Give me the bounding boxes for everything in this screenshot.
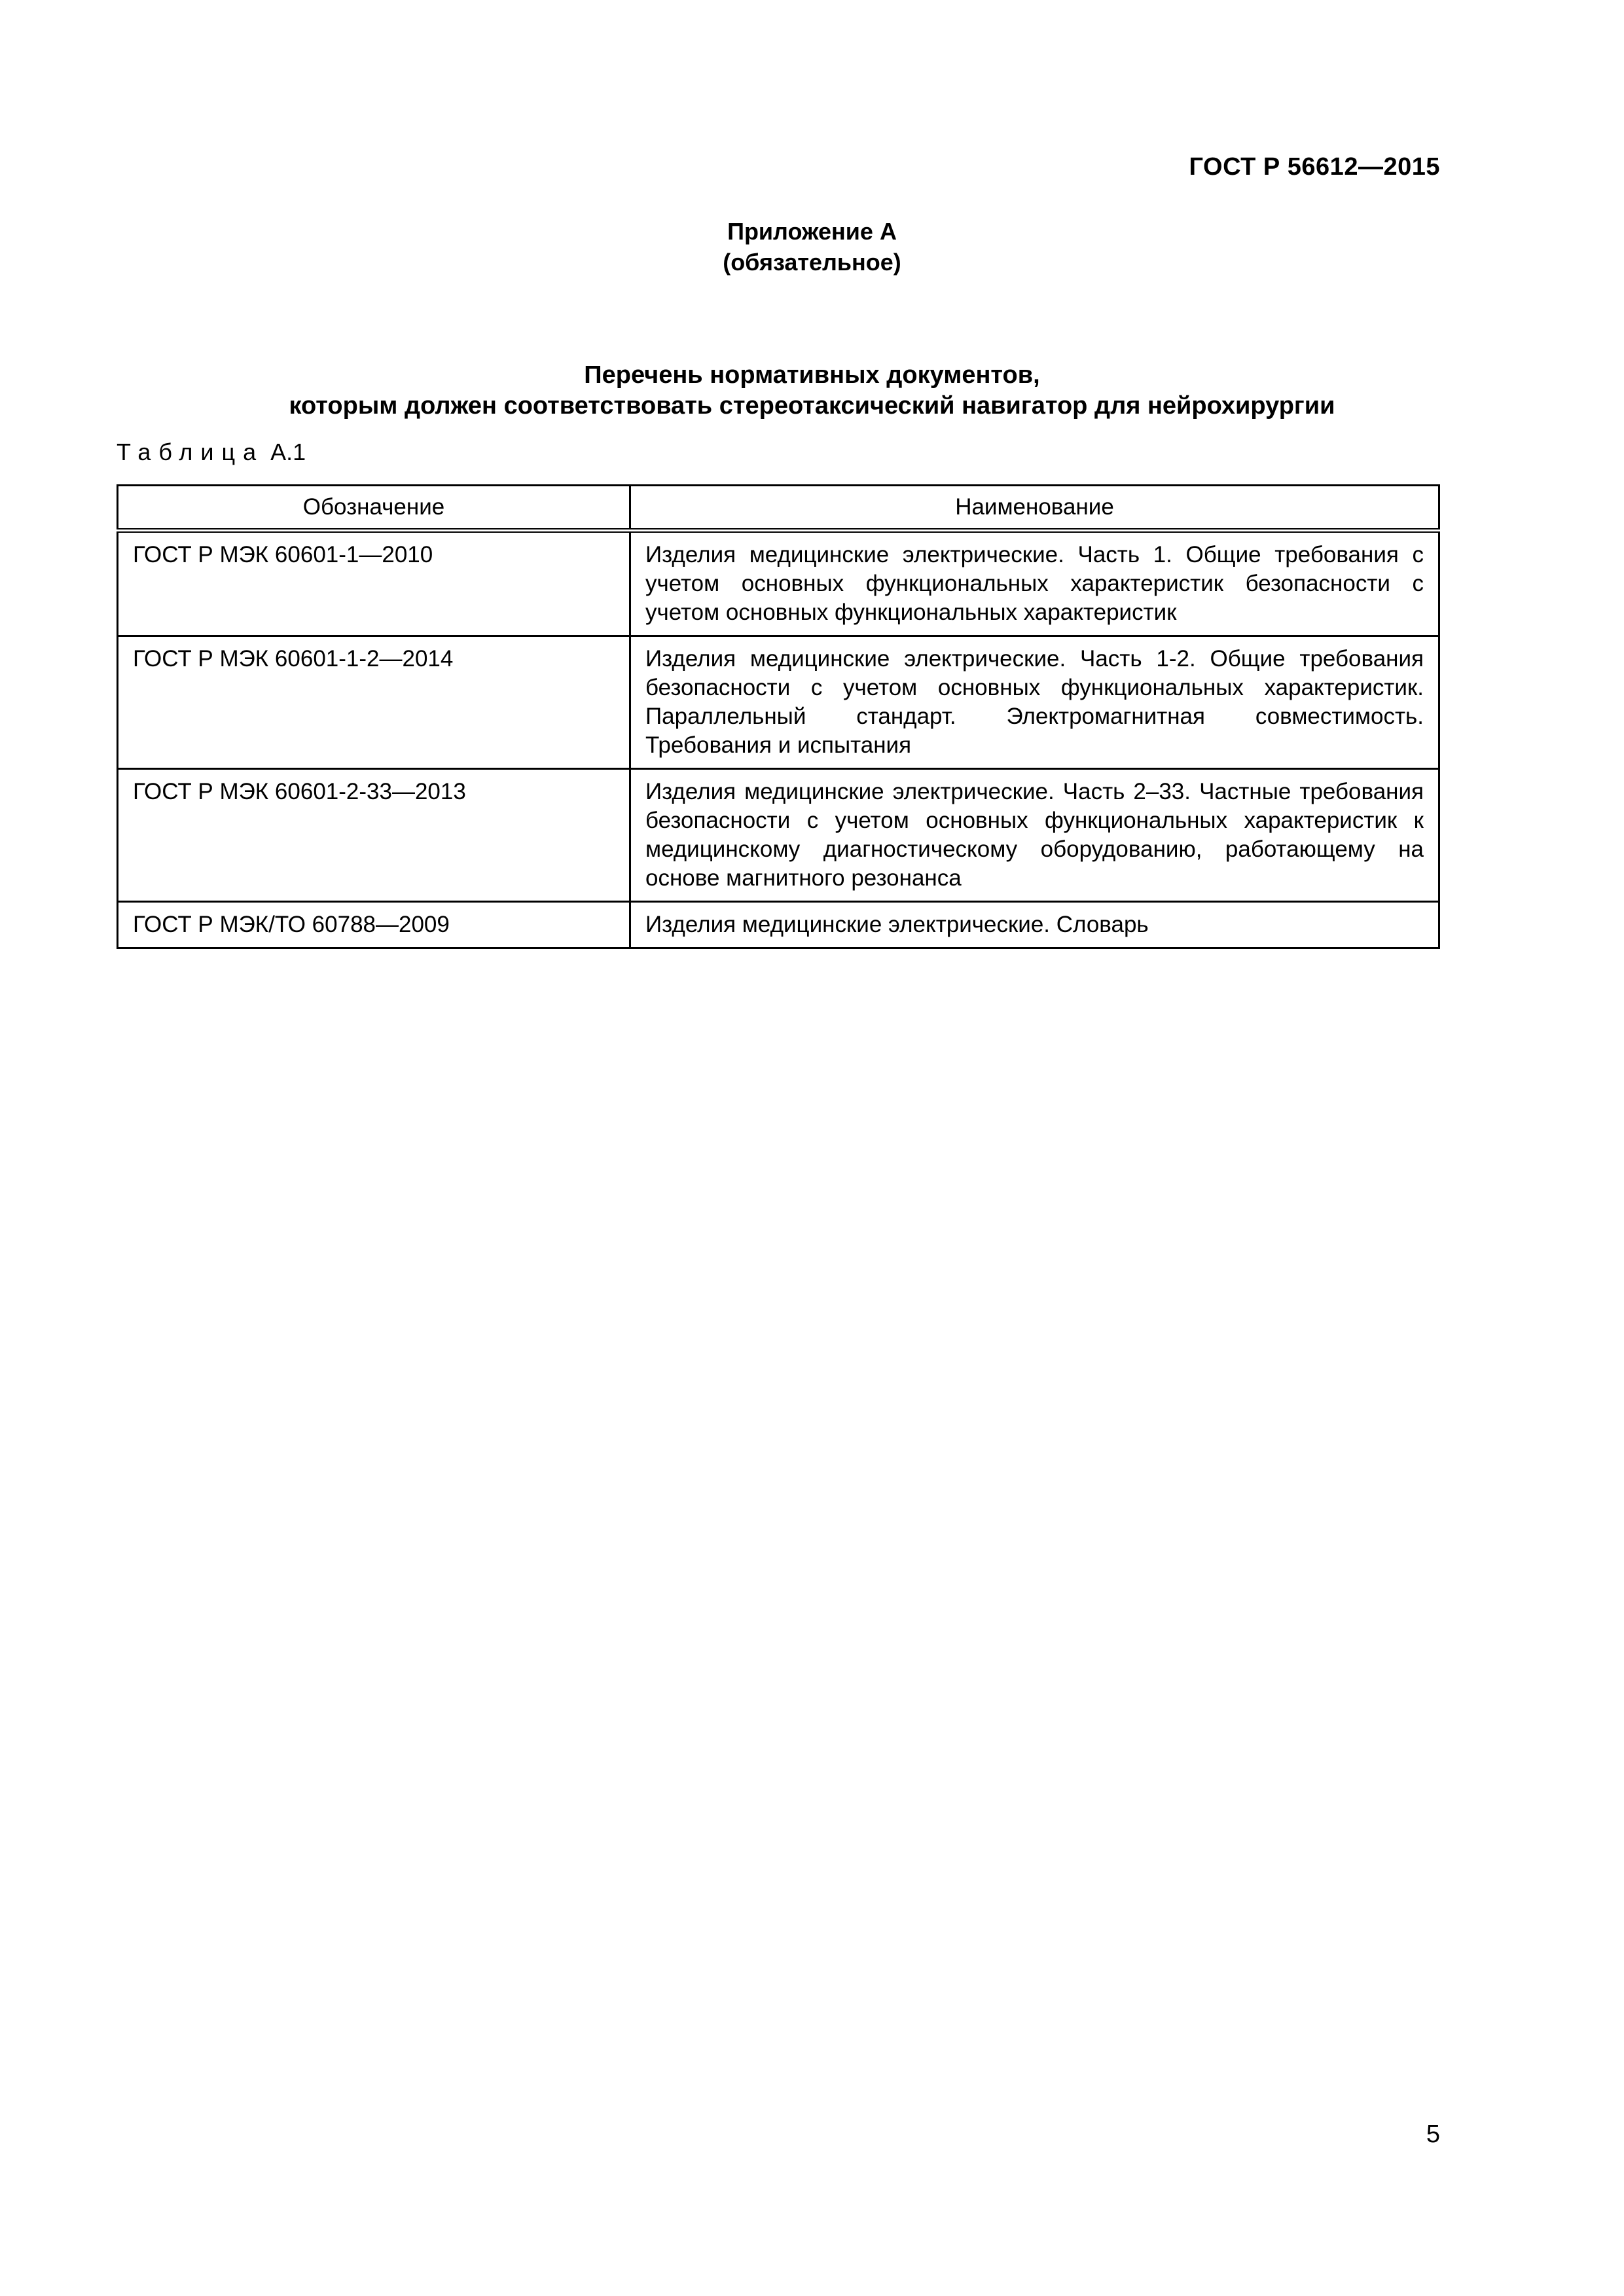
appendix-status: (обязательное)	[723, 249, 901, 276]
designation-cell: ГОСТ Р МЭК 60601-1—2010	[118, 531, 630, 636]
document-code: ГОСТ Р 56612—2015	[1189, 153, 1440, 181]
table-row	[118, 636, 1439, 769]
designation-cell: ГОСТ Р МЭК 60601-1-2—2014	[118, 636, 630, 769]
reference-documents-table	[117, 484, 1440, 949]
designation-cell: ГОСТ Р МЭК/ТО 60788—2009	[118, 902, 630, 948]
table-row	[118, 902, 1439, 948]
table-header-row	[118, 486, 1439, 531]
column-header-designation: Обозначение	[118, 486, 630, 531]
section-title	[0, 360, 1624, 422]
name-cell: Изделия медицинские электрические. Часть 2–33. Частные требования безопасности с учетом основных функциональных характеристик к медицинскому диагностическому оборудованию, работающему на основе магнитного резонанса	[630, 769, 1439, 902]
table-caption-word: Таблица	[117, 439, 264, 465]
column-header-name: Наименование	[630, 486, 1439, 531]
name-cell: Изделия медицинские электрические. Часть 1-2. Общие требования безопасности с учетом основных функциональных характеристик. Параллельный стандарт. Электромагнитная совместимость. Требования и испытания	[630, 636, 1439, 769]
name-cell: Изделия медицинские электрические. Словарь	[630, 902, 1439, 948]
section-title-line-2: которым должен соответствовать стереотаксический навигатор для нейрохирургии	[289, 392, 1335, 420]
name-cell: Изделия медицинские электрические. Часть 1. Общие требования с учетом основных функциональных характеристик безопасности с учетом основных функциональных характеристик	[630, 531, 1439, 636]
page-number: 5	[1426, 2121, 1440, 2148]
table-caption	[117, 439, 306, 466]
appendix-title: Приложение А	[727, 218, 897, 245]
section-title-line-1: Перечень нормативных документов,	[584, 361, 1040, 389]
appendix-heading	[0, 216, 1624, 278]
table-row	[118, 531, 1439, 636]
designation-cell: ГОСТ Р МЭК 60601-2-33—2013	[118, 769, 630, 902]
table-row	[118, 769, 1439, 902]
table-caption-number: А.1	[270, 439, 306, 465]
